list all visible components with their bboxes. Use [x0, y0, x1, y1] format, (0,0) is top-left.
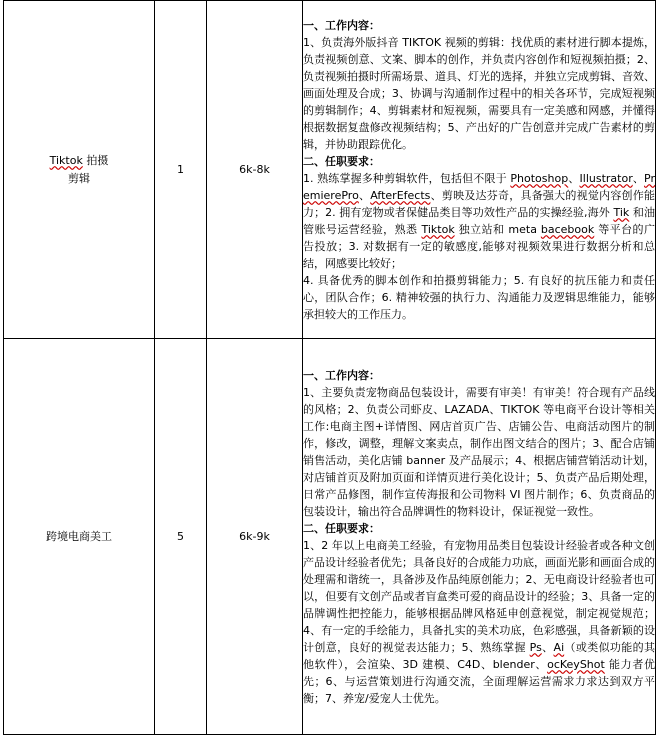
job-description-cell	[303, 1, 656, 339]
work-content: 1、负责海外版抖音 TIKTOK 视频的剪辑：找优质的素材进行脚本提炼，负责视频创意、文案、脚本的创作，并负责内容创作和短视频拍摄；2、负责视频拍摄时所需场景、道具、灯光的选择，并独立完成剪辑、音效、画面处理及合成；3、协调与沟通制作过程中的相关各环节，完成短视频的剪辑制作；4、剪辑素材和短视频，需要具有一定美感和网感，并懂得根据数据复盘修改视频结构；5、产出好的广告创意并完成广告素材的剪辑，并协助跟踪优化。	[303, 35, 655, 151]
job-title-line2: 剪辑	[68, 171, 90, 185]
job-title-rest: 拍摄	[82, 153, 109, 167]
requirements-part1: 1. 熟练掌握多种剪辑软件，包括但不限于 Photoshop、Illustrator、PremierePro、AfterEfects、剪映及达芬奇，具备强大的视觉内容创作能力；2. 拥有宠物或者保健品类目等功效性产品的实操经验,海外 Tik 和油管账号运营经验，熟悉 Tiktok 独立站和 meta bacebook 等平台的广告投放；3. 对数据有一定的敏感度,能够对视频效果进行数据分析和总结，网感要比较好；	[303, 171, 656, 270]
requirements-part2: 4. 具备优秀的脚本创作和拍摄剪辑能力；5. 有良好的抗压能力和责任心，团队合作；6. 精神较强的执行力、沟通能力及逻辑思维能力，能够承担较大的工作压力。	[303, 273, 655, 321]
table-row	[4, 339, 656, 735]
salary-cell: 6k-9k	[207, 339, 303, 735]
headcount-cell: 5	[155, 339, 207, 735]
section-heading: 二、任职要求：	[303, 154, 380, 168]
requirements-part1: 1、2 年以上电商美工经验，有宠物用品类目包装设计经验者或各种文创产品设计经验者优先；具备良好的合成能力功底，画面光影和画面合成的处理需和谐统一，具备涉及作品纯原创能力；2、无电商设计经验者也可以，但要有文创产品或者盲盒类可爱的商品设计的经验；3、具备一定的品牌调性把控能力，能够根据品牌风格延申创意视觉，制定视觉规范；4、有一定的手绘能力，具备扎实的美术功底，色彩感强，具备新颖的设计创意，良好的视觉表达能力；5、熟练掌握 Ps、Ai（或类似功能的其他软件），会渲染、3D 建模、C4D、blender、ocKeyShot 能力者优先；6、与运营策划进行沟通交流，全面理解运营需求力求达到双方平衡；7、养宠/爱宠人士优先。	[303, 538, 656, 705]
work-content: 1、主要负责宠物商品包装设计，需要有审美！有审美！符合现有产品线的风格；2、负责公司虾皮、LAZADA、TIKTOK 等电商平台设计等相关工作:电商主图+详情图、网店首页广告、店铺公告、电商活动图片的制作，修改，调整，理解文案卖点，制作出图文结合的图片；3、配合店铺销售活动，美化店铺 banner 及产品展示；4、根据店铺营销活动计划，对店铺首页及附加页面和详情页进行美化设计；5、负责产品后期处理，日常产品修图，制作宣传海报和公司物料 VI 图片制作；6、负责商品的包装设计，输出符合品牌调性的物料设计，保证视觉一致性。	[303, 385, 655, 518]
table-row	[4, 1, 656, 339]
headcount-cell: 1	[155, 1, 207, 339]
section-heading: 二、任职要求：	[303, 521, 380, 535]
salary-cell: 6k-8k	[207, 1, 303, 339]
job-title-cell: 跨境电商美工	[4, 339, 155, 735]
job-table	[3, 0, 656, 735]
job-title-cell	[4, 1, 155, 339]
section-heading: 一、工作内容：	[303, 368, 380, 382]
job-title-word: Tiktok	[49, 153, 83, 167]
job-description-cell	[303, 339, 656, 735]
section-heading: 一、工作内容：	[303, 18, 380, 32]
